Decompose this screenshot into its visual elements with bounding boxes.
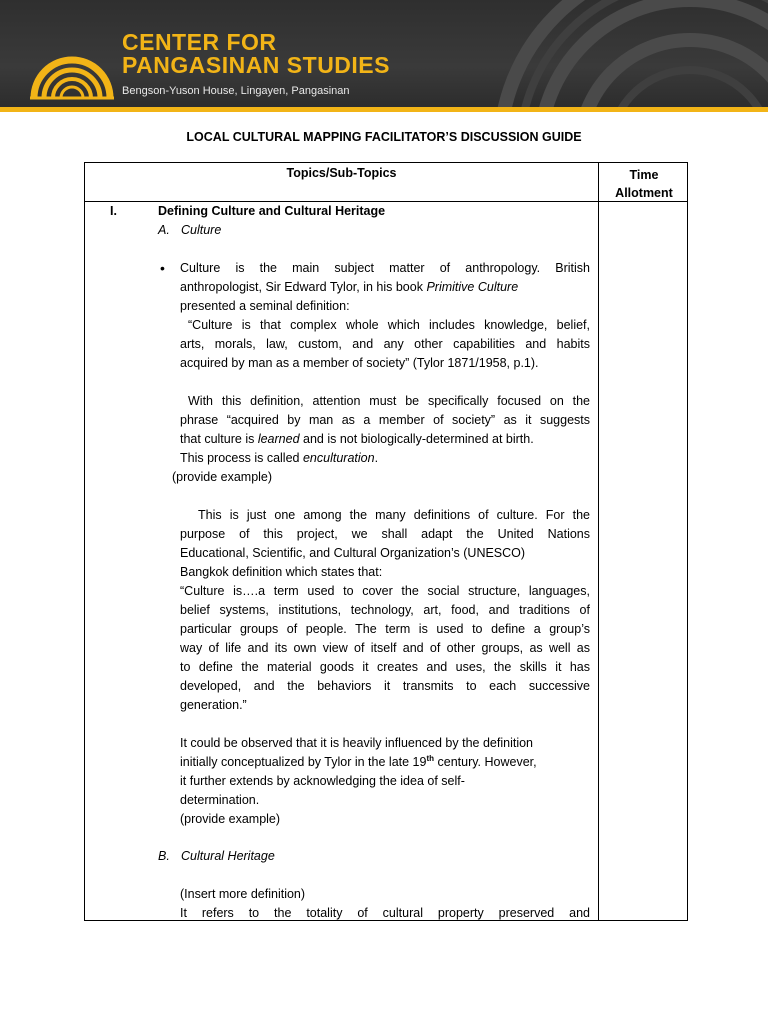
- p4-example: (provide example): [180, 812, 281, 826]
- p2-example: (provide example): [172, 470, 273, 484]
- section-number: I.: [110, 204, 117, 218]
- p2-line4: [180, 449, 378, 467]
- brand-address: Bengson-Yuson House, Lingayen, Pangasinan: [122, 85, 350, 97]
- quote1-line1: “Culture is that complex whole which includes knowledge, belief,: [188, 318, 590, 332]
- subsection-b-letter: B.: [158, 849, 170, 863]
- p2-line3-b: and is not biologically-determined at birth.: [303, 432, 534, 446]
- section-heading: Defining Culture and Cultural Heritage: [158, 204, 386, 218]
- column-header-time-line2: Allotment: [615, 186, 673, 200]
- p3-line3: Educational, Scientific, and Cultural Organization’s (UNESCO): [180, 546, 526, 560]
- column-divider: [598, 163, 599, 920]
- p4-line1: It could be observed that it is heavily influenced by the definition: [180, 736, 533, 750]
- subsection-b-title: Cultural Heritage: [181, 849, 275, 863]
- book-title: Primitive Culture: [426, 280, 519, 294]
- column-header-time-line1: Time: [629, 168, 659, 182]
- p2-line2: phrase “acquired by man as a member of society” as it suggests: [180, 413, 590, 427]
- p3-line2: purpose of this project, we shall adapt the United Nations: [180, 527, 590, 541]
- quote2-line3: particular groups of people. The term is used to define a group’s: [180, 622, 590, 636]
- p1-line3: presented a seminal definition:: [180, 299, 350, 313]
- brand-name-line2: PANGASINAN STUDIES: [122, 52, 390, 78]
- p2-line4-a: This process is called: [180, 451, 300, 465]
- term-learned: learned: [257, 432, 300, 446]
- quote2-line2: belief systems, institutions, technology, art, food, and traditions of: [180, 603, 590, 617]
- quote2-line7: generation.”: [180, 698, 247, 712]
- brand-name-line1: CENTER FOR: [122, 29, 277, 55]
- p4-line2: [180, 753, 537, 771]
- term-enculturation: enculturation: [302, 451, 375, 465]
- p1-line1: Culture is the main subject matter of anthropology. British: [180, 261, 590, 275]
- p2-line3: [180, 430, 534, 448]
- p4-line3: it further extends by acknowledging the idea of self-: [180, 774, 465, 788]
- p5-line1: (Insert more definition): [180, 887, 306, 901]
- subsection-a-title: Culture: [181, 223, 222, 237]
- accent-stripe: [0, 107, 768, 112]
- subsection-a-letter: A.: [158, 223, 170, 237]
- quote2-line1: “Culture is….a term used to cover the social structure, languages,: [180, 584, 590, 598]
- document-title: LOCAL CULTURAL MAPPING FACILITATOR’S DISCUSSION GUIDE: [186, 130, 582, 144]
- quote1-line2: arts, morals, law, custom, and any other capabilities and habits: [180, 337, 590, 351]
- p2-line1: With this definition, attention must be specifically focused on the: [188, 394, 590, 408]
- concentric-circles-logo-icon: [30, 20, 114, 100]
- p2-line3-a: that culture is: [180, 432, 255, 446]
- p4-line4: determination.: [180, 793, 260, 807]
- bullet-icon: •: [160, 260, 165, 276]
- header-banner: [0, 0, 768, 112]
- p4-line2-b: century. However,: [434, 755, 537, 769]
- p2-line4-b: .: [374, 451, 379, 465]
- quote2-line6: developed, and the behaviors it transmits to each successive: [180, 679, 590, 693]
- p3-line4: Bangkok definition which states that:: [180, 565, 383, 579]
- p1-line2-text: anthropologist, Sir Edward Tylor, in his book: [180, 280, 423, 294]
- column-header-topics: Topics/Sub-Topics: [286, 166, 397, 180]
- p5-line2: It refers to the totality of cultural property preserved and: [180, 906, 590, 920]
- p3-line1: This is just one among the many definitions of culture. For the: [198, 508, 590, 522]
- quote1-line3: acquired by man as a member of society” (Tylor 1871/1958, p.1).: [180, 356, 539, 370]
- quote2-line4: way of life and its own view of itself and of other groups, as well as: [180, 641, 590, 655]
- p4-line2-a: initially conceptualized by Tylor in the late 19: [180, 755, 427, 769]
- column-header-time: [599, 166, 689, 202]
- p1-line2: [180, 278, 518, 296]
- quote2-line5: to define the material goods it creates and uses, the skills it has: [180, 660, 590, 674]
- ordinal-suffix: th: [426, 753, 435, 763]
